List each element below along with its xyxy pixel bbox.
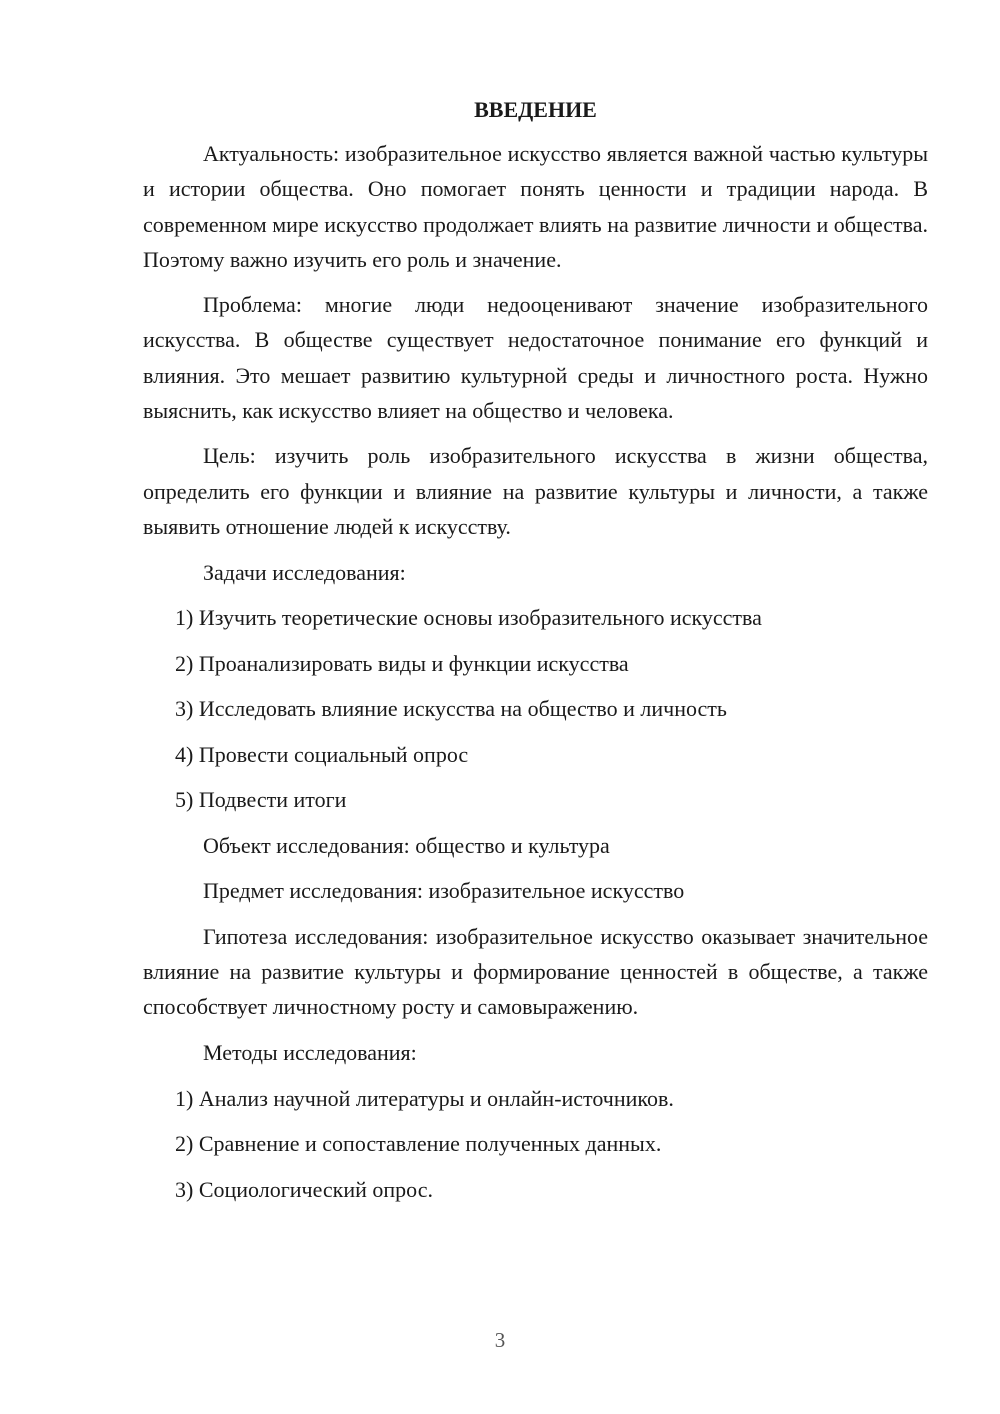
- problem-paragraph: Проблема: многие люди недооценивают значение изобразительного искусства. В обществе существует недостаточное понимание его функций и влияния. Это мешает развитию культурной среды и личностного роста. Нужно выяснить, как искусство влияет на общество и человека.: [143, 292, 928, 424]
- task-item: 5) Подвести итоги: [175, 787, 347, 813]
- tasks-heading: Задачи исследования:: [203, 559, 406, 585]
- task-item: 2) Проанализировать виды и функции искусства: [175, 650, 629, 676]
- section-title: ВВЕДЕНИЕ: [474, 97, 597, 122]
- document-page: [143, 93, 928, 1207]
- methods-heading: Методы исследования:: [203, 1040, 417, 1066]
- object-line: Объект исследования: общество и культура: [203, 832, 610, 858]
- page-number: 3: [494, 1328, 506, 1352]
- task-item: 3) Исследовать влияние искусства на общество и личность: [175, 696, 727, 722]
- relevance-paragraph: Актуальность: изобразительное искусство является важной частью культуры и истории общества. Оно помогает понять ценности и традиции народа. В современном мире искусство продолжает влиять на развитие личности и общества. Поэтому важно изучить его роль и значение.: [143, 141, 928, 272]
- goal-paragraph: Цель: изучить роль изобразительного искусства в жизни общества, определить его функции и влияние на развитие культуры и личности, а также выявить отношение людей к искусству.: [143, 443, 928, 539]
- task-item: 1) Изучить теоретические основы изобразительного искусства: [175, 605, 762, 631]
- hypothesis-paragraph: Гипотеза исследования: изобразительное искусство оказывает значительное влияние на развитие культуры и формирование ценностей в обществе, а также способствует личностному росту и самовыражению.: [143, 923, 928, 1020]
- method-item: 3) Социологический опрос.: [175, 1176, 433, 1202]
- subject-line: Предмет исследования: изобразительное искусство: [203, 878, 685, 904]
- method-item: 2) Сравнение и сопоставление полученных данных.: [175, 1131, 662, 1157]
- method-item: 1) Анализ научной литературы и онлайн-источников.: [175, 1085, 674, 1111]
- task-item: 4) Провести социальный опрос: [175, 741, 469, 767]
